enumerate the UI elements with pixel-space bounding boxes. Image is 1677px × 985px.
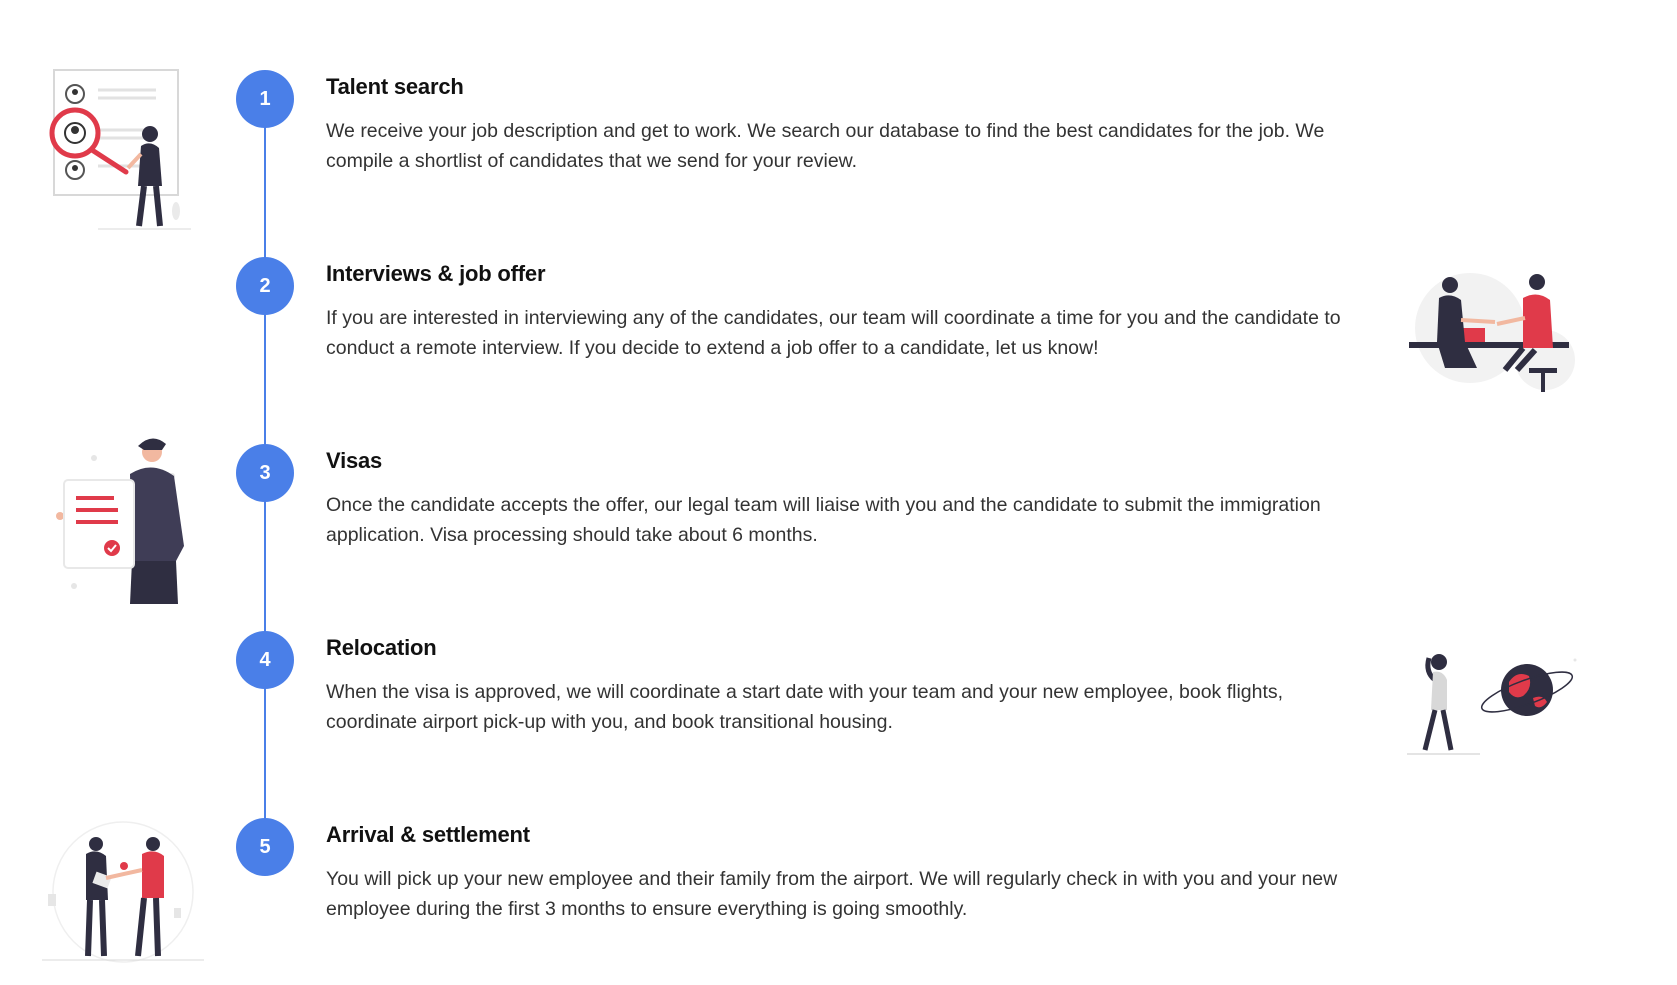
- step-number-badge: 1: [236, 70, 294, 128]
- step-number-badge: 3: [236, 444, 294, 502]
- step-number-badge: 2: [236, 257, 294, 315]
- relocation-globe-illustration: [1405, 640, 1585, 780]
- step-description: You will pick up your new employee and their family from the airport. We will regularly check in with you and your new employee during the first 3 months to ensure everything is going smoothly.: [326, 868, 1338, 920]
- arrival-handshake-illustration: [38, 820, 208, 965]
- visa-document-illustration: [52, 436, 202, 604]
- step-title: Relocation: [326, 635, 437, 660]
- step-description: If you are interested in interviewing any of the candidates, our team will coordinate a time for you and the candidate to conduct a remote interview. If you decide to extend a job offer to a candidate, let us know!: [326, 307, 1341, 359]
- step-title: Visas: [326, 448, 383, 473]
- step-number-badge: 5: [236, 818, 294, 876]
- step-title: Arrival & settlement: [326, 822, 530, 847]
- step-title: Talent search: [326, 74, 464, 99]
- talent-search-illustration: [46, 66, 206, 236]
- step-number-badge: 4: [236, 631, 294, 689]
- step-description: When the visa is approved, we will coordinate a start date with your team and your new employee, book flights, coordinate airport pick-up with you, and book transitional housing.: [326, 681, 1284, 733]
- step-description: Once the candidate accepts the offer, our legal team will liaise with you and the candidate to submit the immigration application. Visa processing should take about 6 months.: [326, 494, 1321, 546]
- interview-illustration: [1405, 270, 1580, 400]
- step-description: We receive your job description and get to work. We search our database to find the best candidates for the job. We compile a shortlist of candidates that we send for your review.: [326, 120, 1325, 172]
- step-title: Interviews & job offer: [326, 261, 546, 286]
